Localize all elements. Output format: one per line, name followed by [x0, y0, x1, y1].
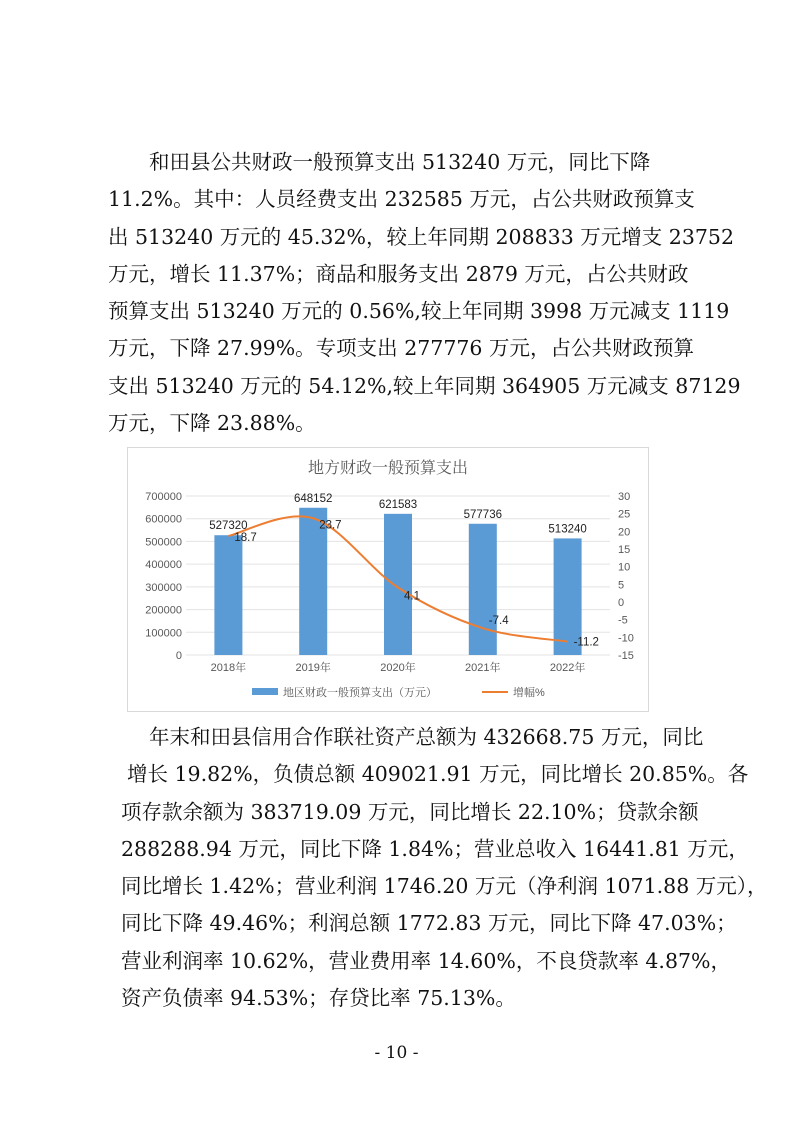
line-data-label: -11.2 — [573, 636, 599, 649]
bar-data-label: 621583 — [378, 498, 418, 511]
y2-tick-label: 5 — [618, 579, 625, 592]
legend-bar-swatch — [252, 688, 278, 695]
legend-line-label: 增幅% — [513, 687, 545, 699]
bar — [469, 524, 497, 655]
text-line: 项存款余额为 383719.09 万元，同比增长 22.10%；贷款余额 — [121, 799, 699, 824]
text-line: 营业利润率 10.62%，营业费用率 14.60%，不良贷款率 4.87%， — [121, 948, 732, 973]
text-line: 资产负债率 94.53%；存贷比率 75.13%。 — [121, 986, 516, 1011]
line-data-label: 18.7 — [234, 531, 257, 544]
y2-tick-label: 20 — [618, 526, 631, 539]
y-tick-label: 100000 — [145, 627, 182, 640]
y2-tick-label: 25 — [618, 508, 631, 521]
y2-tick-label: 15 — [618, 544, 631, 556]
y-tick-label: 700000 — [145, 491, 182, 503]
paragraph-credit-union — [108, 719, 768, 1017]
y-tick-label: 300000 — [145, 581, 182, 594]
text-line: 万元，下降 27.99%。专项支出 277776 万元，占公共财政预算 — [108, 336, 694, 361]
x-tick-label: 2022年 — [549, 662, 586, 674]
budget-chart — [127, 447, 649, 712]
y-tick-label: 600000 — [145, 513, 182, 526]
text-line: 支出 513240 万元的 54.12%,较上年同期 364905 万元减支 87129 — [108, 373, 741, 398]
text-line: 万元，增长 11.37%；商品和服务支出 2879 万元，占公共财政 — [108, 261, 689, 286]
x-tick-label: 2020年 — [380, 662, 416, 674]
chart-canvas — [128, 448, 648, 711]
x-tick-label: 2021年 — [465, 662, 501, 674]
text-line: 增长 19.82%，负债总额 409021.91 万元，同比增长 20.85%。各 — [127, 762, 749, 787]
text-line: 出 513240 万元的 45.32%，较上年同期 208833 万元增支 23752 — [108, 224, 734, 249]
y2-tick-label: 30 — [618, 491, 631, 503]
y-tick-label: 400000 — [145, 559, 182, 572]
bar-data-label: 527320 — [209, 520, 248, 533]
text-line: 年末和田县信用合作联社资产总额为 432668.75 万元，同比 — [149, 725, 704, 749]
y-tick-label: 200000 — [145, 604, 182, 617]
y2-tick-label: -5 — [618, 614, 628, 627]
x-tick-label: 2018年 — [210, 662, 247, 674]
line-data-label: 23.7 — [319, 519, 342, 532]
y-tick-label: 500000 — [145, 536, 182, 549]
text-line: 同比下降 49.46%；利润总额 1772.83 万元，同比下降 47.03%； — [121, 911, 737, 936]
x-tick-label: 2019年 — [295, 662, 331, 674]
y2-tick-label: -10 — [618, 632, 634, 645]
bar-data-label: 513240 — [548, 523, 587, 536]
page-number: - 10 - — [374, 1043, 419, 1063]
y-tick-label: 0 — [175, 650, 182, 662]
chart-title: 地方财政一般预算支出 — [307, 460, 469, 477]
text-line: 11.2%。其中：人员经费支出 232585 万元，占公共财政预算支 — [108, 187, 695, 212]
paragraph-budget-expenditure — [108, 144, 741, 442]
bar-data-label: 648152 — [294, 492, 333, 505]
bar — [384, 514, 412, 655]
text-line: 和田县公共财政一般预算支出 513240 万元，同比下降 — [149, 150, 651, 174]
line-data-label: 4.1 — [404, 590, 420, 603]
line-data-label: -7.4 — [488, 615, 509, 628]
text-line: 预算支出 513240 万元的 0.56%,较上年同期 3998 万元减支 1119 — [108, 299, 730, 324]
bar-data-label: 577736 — [463, 508, 502, 521]
y2-tick-label: 0 — [618, 597, 625, 609]
text-line: 288288.94 万元，同比下降 1.84%；营业总收入 16441.81 万元， — [121, 836, 749, 861]
y2-tick-label: -15 — [618, 650, 634, 662]
text-line: 同比增长 1.42%；营业利润 1746.20 万元（净利润 1071.88 万元）， — [121, 874, 768, 899]
legend-bar-label: 地区财政一般预算支出（万元） — [283, 687, 437, 699]
bar — [214, 535, 242, 655]
text-line: 万元，下降 23.88%。 — [108, 411, 316, 436]
y2-tick-label: 10 — [618, 561, 631, 574]
